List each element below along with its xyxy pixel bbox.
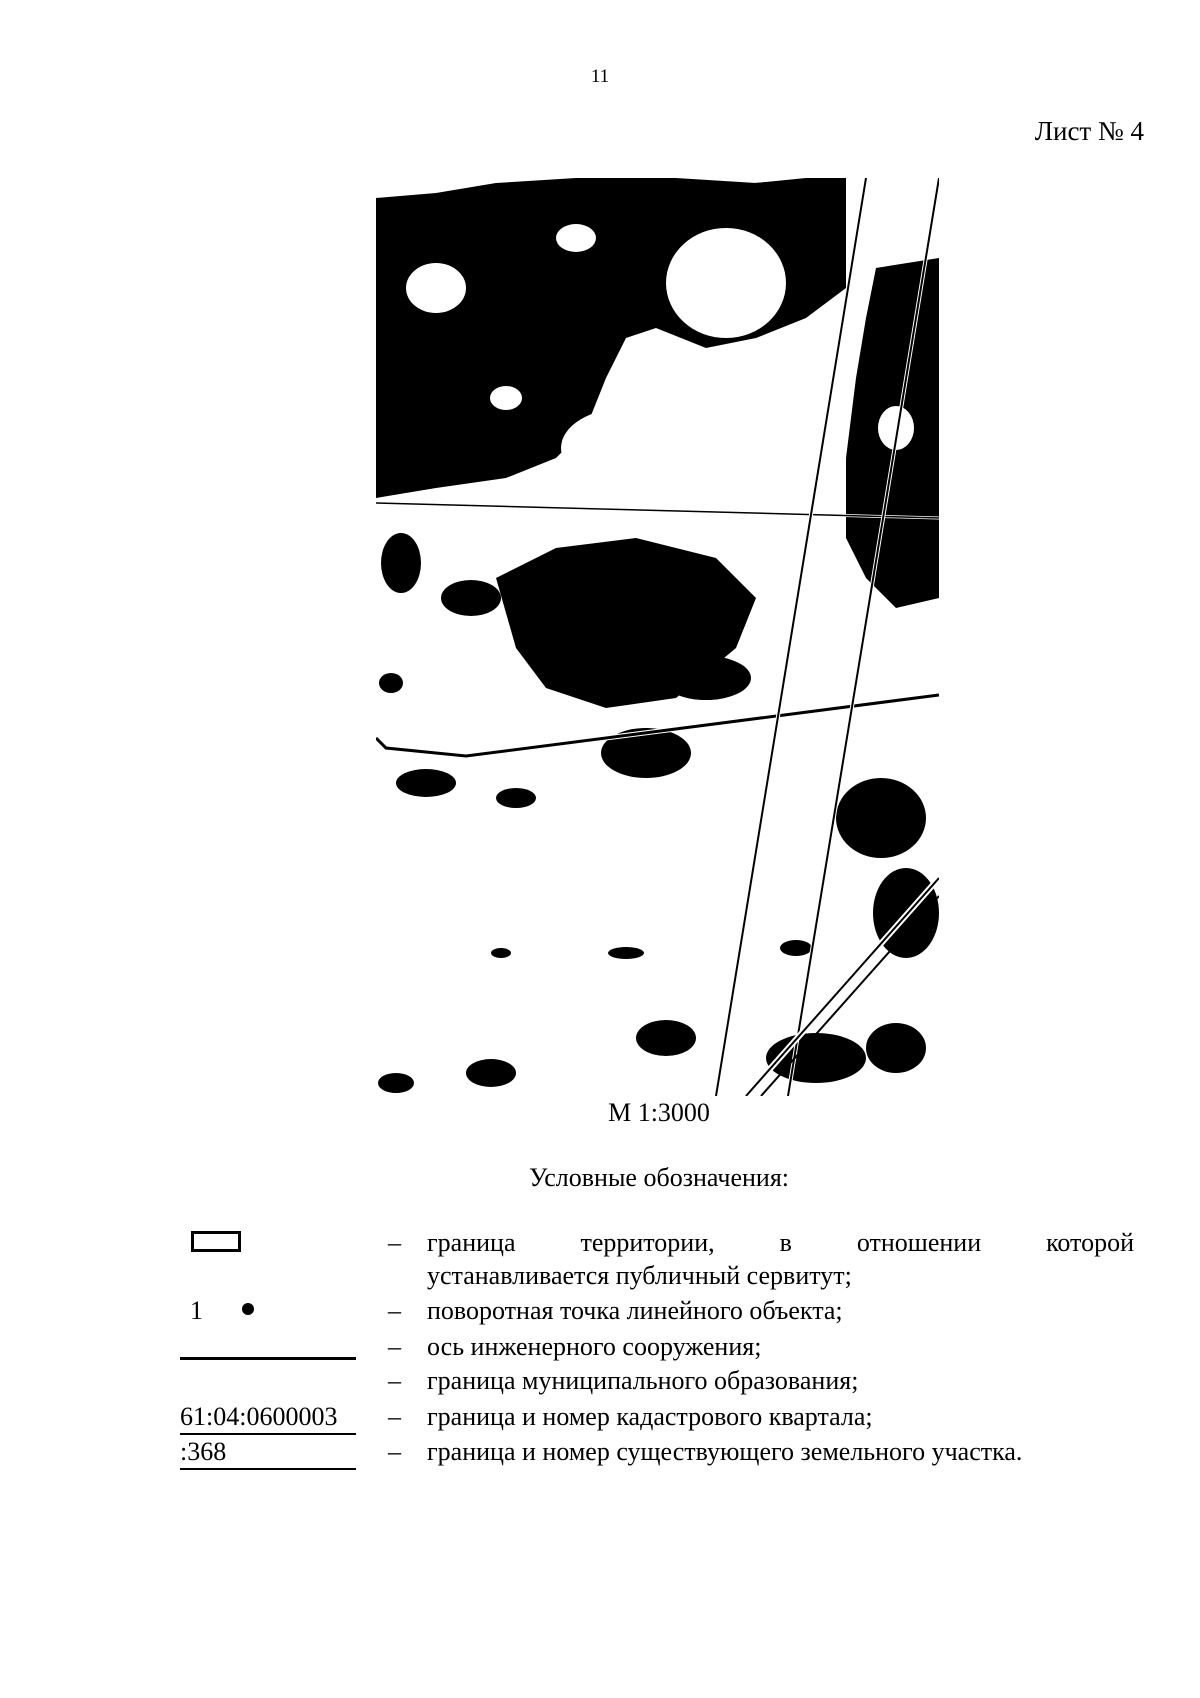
legend-text xyxy=(427,1226,1134,1292)
vegetation-area xyxy=(866,1023,926,1073)
legend-text: граница и номер существующего земельного участка. xyxy=(427,1437,1023,1466)
vegetation-area xyxy=(496,788,536,808)
legend-symbol xyxy=(180,1435,356,1468)
vegetation-area xyxy=(608,947,644,959)
legend-symbol xyxy=(180,1226,356,1259)
legend-symbol xyxy=(180,1294,356,1327)
legend-text-line: устанавливается публичный сервитут; xyxy=(427,1261,852,1290)
legend-dash: – xyxy=(388,1402,401,1431)
legend-text: ось инженерного сооружения; xyxy=(427,1332,762,1361)
clearing xyxy=(406,263,466,313)
legend-dash: – xyxy=(388,1296,401,1325)
thick-line-icon xyxy=(180,1357,356,1360)
vegetation-area xyxy=(491,948,511,958)
vegetation-area xyxy=(379,673,403,693)
legend-symbol xyxy=(180,1364,356,1397)
vegetation-area xyxy=(780,940,812,956)
vegetation-area xyxy=(381,533,421,593)
vegetation-area xyxy=(378,1073,414,1093)
cadastral-label xyxy=(180,1435,356,1470)
rectangle-outline-icon xyxy=(191,1231,241,1252)
legend-text: граница и номер кадастрового квартала; xyxy=(427,1402,873,1431)
map-image xyxy=(376,178,939,1096)
page-number: 11 xyxy=(590,66,610,87)
legend-text: граница муниципального образования; xyxy=(427,1366,859,1395)
sheet-label: Лист № 4 xyxy=(1034,116,1144,146)
legend-text: поворотная точка линейного объекта; xyxy=(427,1296,843,1325)
legend-dash: – xyxy=(388,1437,401,1466)
vegetation-area xyxy=(636,1020,696,1056)
legend-dash: – xyxy=(388,1332,401,1361)
legend-dash: – xyxy=(388,1366,401,1395)
vegetation-area xyxy=(661,656,751,700)
clearing xyxy=(556,224,596,252)
point-number: 1 xyxy=(190,1296,203,1325)
map-scale: М 1:3000 xyxy=(608,1098,710,1127)
legend-symbol xyxy=(180,1400,356,1433)
cadastral-quarter-number: 61:04:0600003 xyxy=(180,1400,356,1435)
dot-icon xyxy=(242,1303,254,1315)
clearing xyxy=(490,386,522,410)
vegetation-area xyxy=(466,1059,516,1087)
vegetation-area xyxy=(396,769,456,797)
clearing xyxy=(626,373,676,413)
cadastral-label xyxy=(180,1400,356,1435)
legend-title: Условные обозначения: xyxy=(528,1163,790,1192)
legend-dash: – xyxy=(388,1228,401,1257)
clearing xyxy=(666,228,786,338)
legend-item-servitude-boundary xyxy=(180,1226,1134,1292)
clearing xyxy=(561,408,691,488)
servitude-boundary-line xyxy=(788,178,939,1096)
vegetation-area xyxy=(441,580,501,616)
vegetation-area xyxy=(836,778,926,858)
land-plot-number: :368 xyxy=(180,1435,356,1470)
legend-text-line: граница территории, в отношении которой xyxy=(427,1228,1134,1257)
